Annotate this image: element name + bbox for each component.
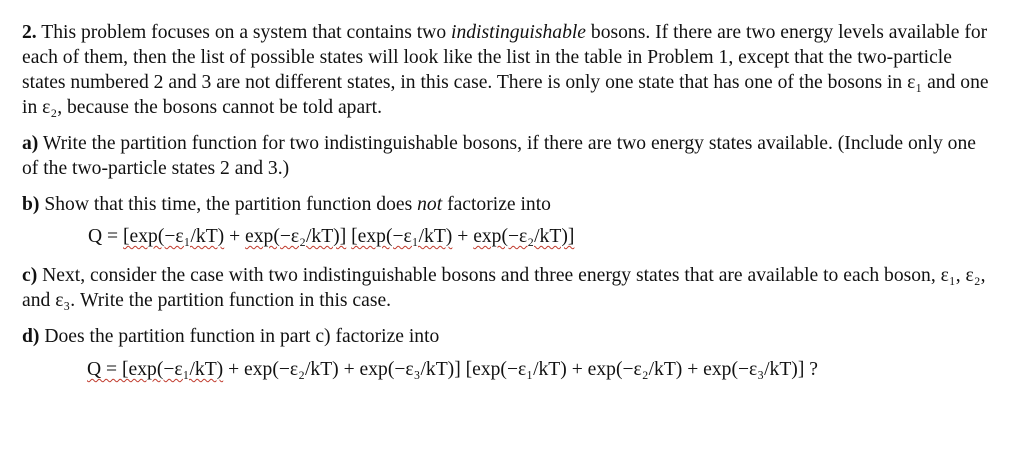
- equation-b-term-1: [exp(−ε₁/kT): [123, 226, 225, 247]
- part-d-text: Does the partition function in part c) factorize into: [39, 326, 440, 347]
- part-c-label: c): [22, 265, 38, 286]
- intro-emphasis: indistinguishable: [451, 22, 587, 43]
- part-b-text-end: factorize into: [442, 194, 551, 215]
- part-a-label: a): [22, 133, 39, 154]
- equation-b-plus-2: +: [452, 226, 474, 247]
- part-b-text: Show that this time, the partition function does: [39, 194, 418, 215]
- equation-d-term-1: [exp(−ε₁/kT): [122, 359, 224, 380]
- equation-b-term-4: exp(−ε₂/kT)]: [473, 226, 575, 247]
- equation-d-rest: + exp(−ε₂/kT) + exp(−ε₃/kT)] [exp(−ε₁/kT) + exp(−ε₂/kT) + exp(−ε₃/kT)] ?: [223, 359, 818, 380]
- part-a-text: Write the partition function for two indistinguishable bosons, if there are two energy states available. (Include only one of the two-particle states 2 and 3.): [22, 133, 976, 179]
- equation-b-term-2: exp(−ε₂/kT)]: [245, 226, 347, 247]
- problem-document: [22, 20, 997, 382]
- equation-b-lhs: Q =: [88, 226, 123, 247]
- equation-d: [22, 357, 997, 382]
- part-d-label: d): [22, 326, 40, 347]
- part-b-emphasis: not: [417, 194, 443, 215]
- equation-b-plus-1: +: [224, 226, 246, 247]
- equation-b: [22, 224, 997, 249]
- part-b: [22, 192, 997, 217]
- equation-d-lhs: Q =: [87, 359, 122, 380]
- part-c-text: Next, consider the case with two indistinguishable bosons and three energy states that are available to each boson, ε₁, ε₂, and ε₃. Write the partition function in this case.: [22, 265, 986, 311]
- part-c: [22, 263, 997, 313]
- intro-text-2: bosons. If there are two energy levels available for each of them, then the list of possible states will look like the list in the table in Problem 1, except that the two-particle states numbered 2 and 3 are not different states, in this case. There is only one state that has one of the bosons in ε₁ and one in ε₂, because the bosons cannot be told apart.: [22, 22, 989, 118]
- problem-intro: [22, 20, 997, 120]
- part-a: [22, 131, 997, 181]
- part-b-label: b): [22, 194, 40, 215]
- part-d: [22, 324, 997, 349]
- problem-number: 2.: [22, 22, 37, 43]
- intro-text-1: This problem focuses on a system that contains two: [36, 22, 452, 43]
- equation-b-term-3: [exp(−ε₁/kT): [351, 226, 453, 247]
